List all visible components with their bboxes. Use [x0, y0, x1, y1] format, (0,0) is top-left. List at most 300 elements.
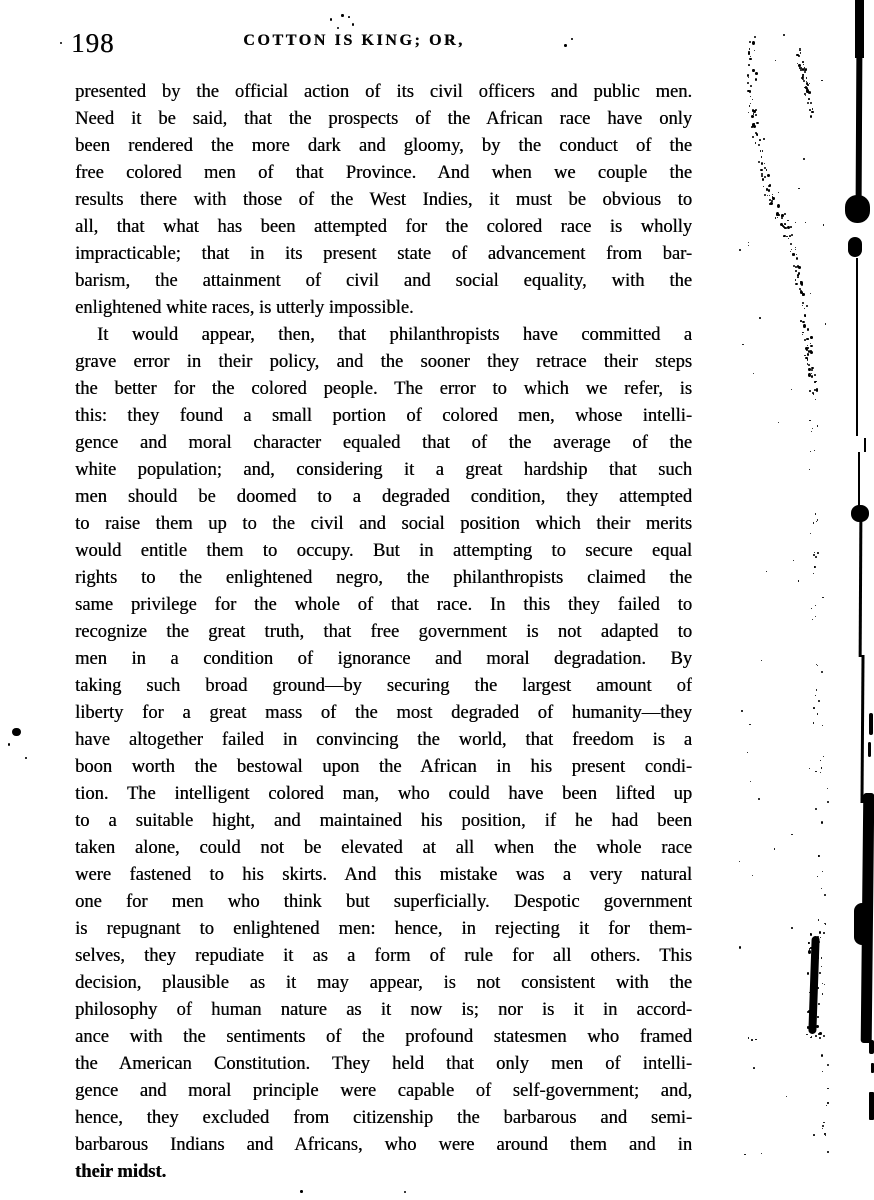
scan-speckle: [748, 112, 749, 113]
scan-speckle: [810, 988, 812, 990]
scan-speckle: [807, 353, 809, 356]
scan-speckle: [8, 743, 10, 746]
scan-speckle: [767, 174, 770, 177]
scan-speckle: [821, 80, 823, 82]
scan-speckle: [807, 1026, 810, 1029]
scan-speckle: [814, 552, 815, 553]
scan-speckle: [808, 942, 810, 944]
scan-speckle: [759, 317, 761, 319]
scan-speckle: [807, 972, 810, 975]
scan-speckle: [808, 368, 811, 372]
scan-speckle: [767, 195, 768, 196]
scan-speckle: [798, 55, 800, 57]
scan-speckle: [747, 82, 749, 84]
scan-speckle: [813, 393, 814, 394]
scan-speckle: [352, 23, 354, 26]
scan-speckle: [795, 247, 796, 248]
scan-speckle: [808, 1010, 811, 1013]
text-line: It would appear, then, that philanthropists have committed a: [97, 325, 692, 345]
scan-speckle: [823, 1035, 825, 1037]
text-line: men should be doomed to a degraded condition, they attempted: [75, 487, 692, 507]
scan-speckle: [749, 41, 751, 43]
scan-speckle: [813, 965, 815, 967]
scan-speckle: [827, 1064, 829, 1066]
scan-speckle: [816, 521, 817, 522]
scan-speckle: [762, 178, 765, 182]
scan-speckle: [817, 936, 819, 938]
scan-speckle: [814, 450, 815, 451]
text-line: have altogether failed in convincing the world, that freedom is a: [75, 730, 692, 750]
scan-speckle: [822, 871, 823, 872]
scan-speckle: [827, 1102, 828, 1103]
scan-speckle: [739, 946, 741, 948]
scan-speckle: [810, 947, 812, 948]
scan-speckle: [817, 876, 818, 877]
scan-speckle: [810, 533, 811, 534]
scan-speckle: [803, 324, 806, 328]
scan-speckle: [817, 1016, 819, 1019]
scan-speckle: [758, 144, 760, 146]
scan-speckle: [800, 291, 803, 294]
scan-speckle: [825, 323, 826, 325]
scan-speckle: [748, 242, 749, 243]
scan-speckle: [815, 605, 816, 606]
scan-speckle: [824, 984, 825, 985]
scan-speckle: [564, 44, 567, 47]
scan-speckle: [802, 332, 803, 334]
scan-speckle: [803, 64, 804, 65]
scan-speckle: [821, 767, 822, 768]
paragraph: [75, 322, 692, 1186]
text-line: barbarous Indians and Africans, who were around them and in: [75, 1135, 692, 1155]
scan-speckle: [795, 270, 797, 273]
scan-speckle: [810, 345, 813, 348]
scan-speckle: [753, 1067, 755, 1069]
text-line: Need it be said, that the prospects of the African race have only: [75, 109, 692, 129]
text-line: all, that what has been attempted for the colored race is wholly: [75, 217, 692, 237]
scan-speckle: [815, 513, 816, 515]
scan-speckle: [822, 1071, 823, 1072]
text-line: to a suitable hight, and maintained his position, if he had been: [75, 811, 692, 831]
scan-speckle: [812, 619, 813, 620]
scan-speckle: [788, 238, 789, 239]
scan-speckle: [824, 1133, 825, 1134]
scan-speckle: [764, 194, 767, 196]
scan-speckle: [823, 1122, 824, 1123]
text-line: to raise them up to the civil and social position which their merits: [75, 514, 692, 534]
scan-speckle: [802, 294, 804, 296]
scan-speckle: [758, 798, 760, 800]
scan-speckle: [798, 188, 800, 190]
scan-speckle: [807, 102, 809, 104]
scan-speckle: [777, 217, 778, 218]
scan-speckle: [811, 375, 813, 378]
scan-speckle: [404, 1191, 406, 1193]
scan-speckle: [822, 597, 824, 599]
scan-speckle: [822, 993, 824, 995]
scan-speckle: [768, 189, 771, 192]
text-line: enlightened white races, is utterly impossible.: [75, 298, 414, 318]
scan-speckle: [813, 722, 814, 723]
scan-speckle: [818, 919, 820, 921]
scan-speckle: [822, 1125, 824, 1127]
scan-speckle: [750, 103, 751, 104]
scan-speckle: [752, 99, 753, 101]
scan-speckle: [753, 373, 754, 374]
scan-speckle: [756, 122, 759, 124]
scan-speckle: [796, 254, 798, 256]
text-line: men in a condition of ignorance and moral degradation. By: [75, 649, 692, 669]
scan-speckle: [790, 226, 792, 228]
scan-speckle: [799, 50, 801, 52]
scan-speckle: [761, 1153, 762, 1154]
scan-speckle: [784, 213, 786, 216]
scan-speckle: [798, 580, 800, 582]
scan-speckle: [814, 381, 815, 383]
scan-speckle: [791, 389, 792, 390]
scan-speckle: [815, 556, 817, 558]
scan-speckle: [813, 707, 815, 709]
text-line: rights to the enlightened negro, the philanthropists claimed the: [75, 568, 692, 588]
text-line: philosophy of human nature as it now is; nor is it in accord-: [75, 1000, 692, 1020]
scan-speckle: [817, 552, 819, 554]
scan-artifact: [12, 728, 21, 736]
scan-speckle: [809, 91, 811, 94]
scan-speckle: [819, 1032, 822, 1035]
scan-speckle: [826, 1105, 827, 1106]
scan-speckle: [821, 1054, 823, 1057]
scan-speckle: [810, 343, 811, 344]
scan-speckle: [818, 700, 820, 702]
scan-speckle: [787, 220, 789, 222]
scan-speckle: [817, 425, 818, 427]
scan-artifact: [869, 713, 873, 735]
scan-speckle: [748, 77, 749, 79]
scan-speckle: [811, 608, 812, 609]
text-line: selves, they repudiate it as a form of rule for all others. This: [75, 946, 692, 966]
scan-speckle: [819, 1037, 821, 1039]
scan-speckle: [809, 768, 810, 769]
scan-speckle: [25, 757, 27, 759]
scan-speckle: [791, 234, 793, 236]
scan-speckle: [742, 344, 743, 345]
scan-speckle: [571, 38, 573, 40]
scan-speckle: [817, 519, 818, 521]
scan-speckle: [811, 431, 812, 432]
text-line: gence and moral character equaled that of the average of the: [75, 433, 692, 453]
scan-speckle: [750, 85, 752, 87]
scan-speckle: [751, 115, 754, 118]
scan-speckle: [741, 710, 743, 712]
scan-speckle: [795, 249, 796, 250]
scan-speckle: [750, 781, 751, 782]
scan-speckle: [802, 305, 804, 307]
text-line: same privilege for the whole of that race. In this they failed to: [75, 595, 692, 615]
scan-speckle: [800, 69, 802, 71]
text-line: hence, they excluded from citizenship the barbarous and semi-: [75, 1108, 692, 1128]
scan-speckle: [806, 305, 808, 307]
text-line: free colored men of that Province. And when we couple the: [75, 163, 692, 183]
text-line: boon worth the bestowal upon the African in his present condi-: [75, 757, 692, 777]
scan-speckle: [813, 1134, 815, 1136]
text-line: is repugnant to enlightened men: hence, in rejecting it for them-: [75, 919, 692, 939]
scan-artifact: [869, 1040, 874, 1054]
scan-speckle: [821, 821, 823, 824]
scan-speckle: [809, 948, 810, 950]
scan-artifact: [859, 521, 863, 657]
scan-speckle: [754, 50, 756, 52]
scan-speckle: [810, 451, 811, 453]
scan-speckle: [795, 279, 796, 281]
scan-speckle: [755, 1039, 756, 1041]
scan-speckle: [821, 966, 822, 967]
scan-speckle: [749, 90, 752, 94]
scan-speckle: [764, 163, 765, 164]
scan-speckle: [815, 945, 818, 949]
scan-speckle: [791, 927, 792, 929]
scan-speckle: [337, 27, 339, 29]
scan-speckle: [822, 725, 823, 726]
scan-speckle: [778, 192, 779, 194]
scan-speckle: [753, 110, 756, 113]
text-line: one for men who think but superficially. Despotic government: [75, 892, 692, 912]
scan-speckle: [825, 1135, 826, 1136]
text-line: gence and moral principle were capable of self-government; and,: [75, 1081, 692, 1101]
scan-speckle: [813, 1021, 816, 1023]
scan-artifact: [856, 54, 863, 199]
scan-speckle: [800, 52, 801, 54]
scan-speckle: [751, 1039, 752, 1041]
scan-speckle: [763, 186, 764, 187]
scan-speckle: [748, 64, 750, 66]
scan-speckle: [755, 114, 757, 116]
scan-artifact: [868, 742, 871, 757]
scan-speckle: [330, 18, 332, 21]
scan-speckle: [820, 937, 821, 938]
scan-speckle: [769, 195, 770, 196]
scan-speckle: [60, 42, 62, 44]
scan-speckle: [823, 756, 824, 757]
scan-speckle: [803, 80, 805, 82]
text-line: presented by the official action of its civil officers and public men.: [75, 82, 692, 102]
scan-speckle: [739, 861, 741, 863]
scan-artifact: [848, 237, 862, 257]
scan-speckle: [755, 72, 758, 75]
scan-speckle: [817, 713, 819, 715]
text-line: results there with those of the West Indies, it must be obvious to: [75, 190, 692, 210]
scan-speckle: [816, 388, 819, 392]
scan-artifact: [855, 0, 864, 58]
scan-artifact: [851, 505, 869, 522]
scan-speckle: [772, 194, 773, 195]
scan-speckle: [804, 93, 806, 96]
scan-speckle: [807, 345, 808, 347]
scan-speckle: [798, 64, 801, 67]
scan-speckle: [809, 390, 810, 392]
text-line: this: they found a small portion of colored men, whose intelli-: [75, 406, 692, 426]
scan-speckle: [749, 48, 751, 50]
text-line: white population; and, considering it a great hardship that such: [75, 460, 692, 480]
scan-speckle: [785, 224, 786, 225]
scan-speckle: [749, 724, 751, 726]
text-line: would entitle them to occupy. But in attempting to secure equal: [75, 541, 692, 561]
scan-speckle: [759, 139, 761, 141]
scan-speckle: [821, 888, 822, 889]
scan-speckle: [744, 1154, 746, 1156]
scan-speckle: [783, 34, 785, 37]
scan-artifact: [845, 195, 870, 223]
text-line: the American Constitution. They held that only men of intelli-: [75, 1054, 692, 1074]
scan-speckle: [822, 1128, 823, 1129]
scan-speckle: [785, 227, 787, 229]
scan-speckle: [341, 14, 344, 17]
scan-speckle: [802, 334, 803, 335]
scan-speckle: [818, 957, 819, 958]
scan-speckle: [823, 932, 825, 934]
scan-speckle: [796, 257, 798, 260]
paragraph: [75, 79, 692, 322]
scan-speckle: [802, 321, 805, 324]
scan-speckle: [804, 339, 806, 341]
scan-speckle: [752, 136, 754, 139]
scan-speckle: [827, 1088, 828, 1089]
scan-speckle: [820, 760, 821, 761]
scan-speckle: [815, 616, 816, 617]
scan-speckle: [814, 566, 815, 567]
scan-speckle: [810, 115, 812, 118]
scan-speckle: [810, 1037, 811, 1038]
scan-speckle: [772, 197, 774, 200]
scan-speckle: [823, 224, 824, 225]
scan-speckle: [809, 420, 811, 422]
scan-speckle: [753, 125, 756, 128]
scan-artifact: [864, 438, 866, 452]
scan-speckle: [778, 422, 779, 423]
scan-speckle: [800, 320, 802, 322]
scan-speckle: [761, 660, 762, 661]
scan-speckle: [797, 265, 799, 268]
scan-speckle: [760, 169, 763, 172]
scan-speckle: [766, 169, 768, 171]
scan-speckle: [803, 158, 805, 161]
scan-speckle: [819, 931, 821, 934]
scan-speckle: [815, 771, 817, 773]
scan-speckle: [819, 972, 821, 975]
scan-speckle: [814, 389, 816, 391]
scan-speckle: [793, 560, 794, 561]
scan-speckle: [795, 283, 798, 285]
scan-speckle: [808, 364, 810, 366]
text-line: tion. The intelligent colored man, who could have been lifted up: [75, 784, 692, 804]
scan-speckle: [816, 689, 817, 691]
scan-speckle: [300, 1190, 303, 1193]
text-line: their midst.: [75, 1162, 167, 1182]
scan-speckle: [814, 374, 816, 376]
scan-speckle: [748, 245, 750, 247]
text-line: liberty for a great mass of the most degraded of humanity—they: [75, 703, 692, 723]
scan-speckle: [800, 281, 803, 285]
scan-speckle: [821, 671, 823, 673]
text-line: barism, the attainment of civil and social equality, with the: [75, 271, 692, 291]
scan-speckle: [787, 226, 790, 229]
page-body: [75, 79, 692, 1186]
scan-speckle: [818, 941, 820, 943]
scan-speckle: [805, 222, 806, 223]
scan-speckle: [807, 328, 810, 331]
scan-speckle: [809, 83, 810, 84]
scan-speckle: [815, 1035, 817, 1037]
scan-speckle: [749, 105, 751, 107]
scan-speckle: [766, 571, 768, 572]
scan-speckle: [813, 522, 814, 523]
scan-speckle: [762, 150, 763, 152]
scan-speckle: [806, 1034, 807, 1035]
scan-speckle: [815, 695, 816, 696]
scan-speckle: [813, 554, 815, 556]
scan-speckle: [792, 253, 794, 256]
scan-speckle: [806, 77, 808, 79]
scan-speckle: [818, 1003, 820, 1005]
scan-speckle: [810, 102, 812, 104]
scan-speckle: [808, 98, 810, 100]
scan-speckle: [781, 217, 783, 219]
scan-speckle: [750, 96, 751, 97]
scan-speckle: [820, 772, 821, 773]
scan-speckle: [790, 243, 792, 245]
scan-speckle: [810, 293, 811, 294]
scan-speckle: [824, 894, 826, 896]
scan-speckle: [812, 428, 814, 430]
scan-speckle: [827, 788, 829, 790]
scan-speckle: [752, 41, 755, 45]
scan-speckle: [810, 336, 812, 339]
scan-speckle: [791, 249, 792, 250]
scan-speckle: [805, 316, 806, 317]
scan-speckle: [791, 834, 793, 835]
scan-speckle: [761, 162, 763, 165]
scan-speckle: [761, 173, 763, 175]
scan-speckle: [802, 302, 804, 304]
running-header: COTTON IS KING; OR,: [243, 32, 465, 49]
scan-speckle: [809, 469, 810, 471]
text-line: impracticable; that in its present state of advancement from bar-: [75, 244, 692, 264]
text-line: taking such broad ground—by securing the largest amount of: [75, 676, 692, 696]
scan-speckle: [814, 978, 816, 980]
scan-artifact: [860, 655, 864, 803]
scan-speckle: [795, 222, 796, 223]
text-line: taken alone, could not be elevated at all when the whole race: [75, 838, 692, 858]
scan-speckle: [798, 272, 800, 275]
scan-speckle: [752, 69, 754, 72]
scan-speckle: [816, 1025, 819, 1028]
scan-speckle: [739, 249, 741, 251]
text-line: were fastened to his skirts. And this mistake was a very natural: [75, 865, 692, 885]
scan-speckle: [825, 923, 827, 925]
scan-artifact: [869, 1092, 874, 1120]
scan-speckle: [774, 848, 775, 850]
scan-artifact: [854, 903, 870, 945]
scan-speckle: [805, 95, 806, 96]
scan-speckle: [811, 111, 813, 114]
scan-speckle: [775, 60, 776, 62]
scan-speckle: [770, 202, 773, 205]
scan-speckle: [790, 251, 792, 253]
scan-speckle: [754, 36, 756, 38]
scan-speckle: [827, 801, 829, 803]
text-line: grave error in their policy, and the sooner they retrace their steps: [75, 352, 692, 372]
text-line: recognize the great truth, that free government is not adapted to: [75, 622, 692, 642]
scan-speckle: [807, 358, 809, 360]
